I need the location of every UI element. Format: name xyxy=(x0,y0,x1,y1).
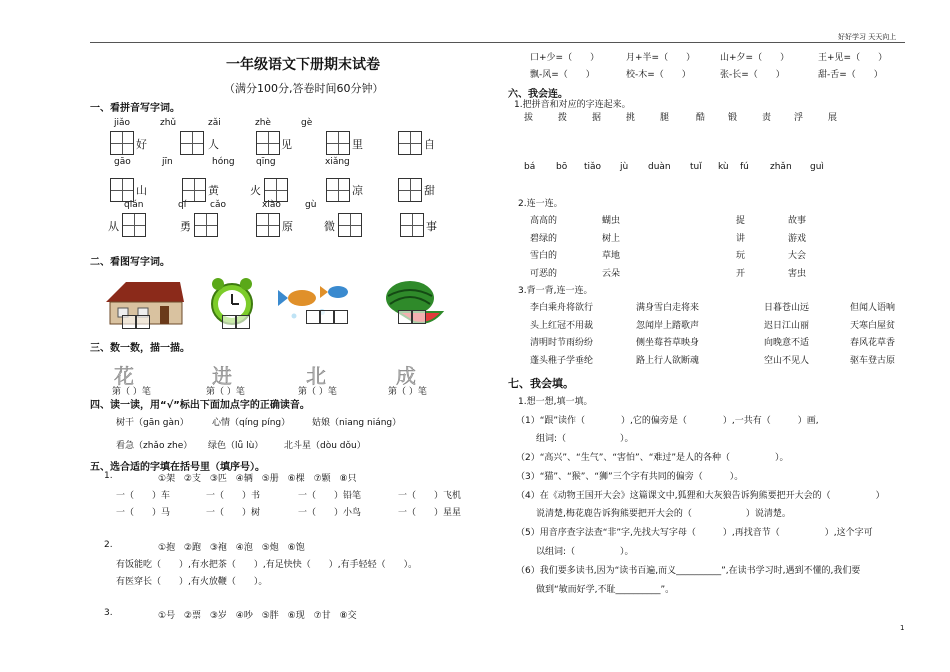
writing-box[interactable] xyxy=(326,131,350,155)
picture-write-cell[interactable] xyxy=(334,310,348,324)
fill-blank[interactable]: 一（ ）书 xyxy=(206,491,261,501)
poem-line[interactable]: 春风花草香 xyxy=(850,338,896,348)
pinyin: qīng xyxy=(256,157,276,167)
section3-heading: 三、数一数，描一描。 xyxy=(90,343,190,354)
instruction: 1.想一想,填一填。 xyxy=(518,397,593,407)
writing-box[interactable] xyxy=(122,213,146,237)
connect-char[interactable]: 拨 xyxy=(558,113,568,123)
fill-line[interactable]: 以组词:（ ）。 xyxy=(536,547,634,557)
section5-heading: 五、选合适的字填在括号里（填序号）。 xyxy=(90,462,265,473)
pinyin: gè xyxy=(301,118,313,128)
pinyin: zǎi xyxy=(208,118,221,128)
fill-line[interactable]: （6）我们要多读书,因为“读书百遍,而义__________”,在读书学习时,遇到不懂的,我们要 xyxy=(516,566,861,576)
question-number: 1. xyxy=(104,471,113,481)
connect-word[interactable]: 云朵 xyxy=(602,268,621,279)
connect-word[interactable]: 玩 xyxy=(736,251,746,261)
given-char: 凉 xyxy=(352,184,363,197)
given-char: 从 xyxy=(108,220,119,233)
trace-char: 花 xyxy=(114,364,134,388)
connect-word[interactable]: 可恶的 xyxy=(530,268,558,279)
writing-box[interactable] xyxy=(326,178,350,202)
fill-line[interactable]: 做到“敏而好学,不耻__________”。 xyxy=(536,585,675,595)
picture-write-cell[interactable] xyxy=(306,310,320,324)
pronunciation-item: 北斗星（dòu dǒu） xyxy=(284,441,366,451)
connect-word[interactable]: 雪白的 xyxy=(530,251,558,261)
poem-line[interactable]: 李白乘舟将欲行 xyxy=(530,303,594,313)
option-list: ①架 ②支 ③匹 ④辆 ⑤册 ⑥棵 ⑦颗 ⑧只 xyxy=(158,474,357,484)
section7-heading: 七、我会填。 xyxy=(508,377,574,390)
character-math[interactable]: 张-长=（ ） xyxy=(720,70,785,80)
connect-char[interactable]: 拔 xyxy=(524,113,534,123)
connect-pinyin[interactable]: zhǎn xyxy=(770,162,792,172)
connect-pinyin[interactable]: guì xyxy=(810,162,824,172)
page-number: 1 xyxy=(900,624,905,632)
poem-line[interactable]: 向晚意不适 xyxy=(764,338,810,348)
fill-blank[interactable]: 一（ ）车 xyxy=(116,491,171,501)
picture-write-cell[interactable] xyxy=(222,315,236,329)
poem-line[interactable]: 头上红冠不用裁 xyxy=(530,320,594,331)
picture-write-cell[interactable] xyxy=(122,315,136,329)
given-char: 黄 xyxy=(208,184,219,197)
connect-char[interactable]: 责 xyxy=(762,113,772,123)
header-rule xyxy=(90,42,905,43)
writing-box[interactable] xyxy=(264,178,288,202)
header-motto: 好好学习 天天向上 xyxy=(838,33,897,41)
page-title: 一年级语文下册期末试卷 xyxy=(226,57,380,73)
trace-char: 北 xyxy=(306,364,326,388)
poem-line[interactable]: 日暮苍山远 xyxy=(764,303,810,313)
given-char: 火 xyxy=(250,184,261,197)
writing-box[interactable] xyxy=(338,213,362,237)
fill-line[interactable]: （2）“高兴”、“生气”、“害怕”、“难过”是人的各种（ ）。 xyxy=(516,453,789,463)
instruction: 1.把拼音和对应的字连起来。 xyxy=(514,100,631,110)
connect-pinyin[interactable]: bá xyxy=(524,162,536,172)
connect-char[interactable]: 挑 xyxy=(626,113,636,123)
picture-write-cell[interactable] xyxy=(398,310,412,324)
fill-blank-line[interactable]: 有饭能吃（ ）,有水把茶（ ）,有足快快（ ）,有手轻轻（ ）。 xyxy=(116,560,418,570)
fill-line[interactable]: （5）用音序查字法查“非”字,先找大写字母（ ）,再找音节（ ）,这个字可 xyxy=(516,528,873,538)
writing-box[interactable] xyxy=(110,131,134,155)
poem-line[interactable]: 空山不见人 xyxy=(764,355,810,366)
fill-line[interactable]: 组词:（ ）。 xyxy=(536,434,634,444)
fill-blank[interactable]: 一（ ）星星 xyxy=(398,508,462,518)
given-char: 微 xyxy=(324,220,335,233)
writing-box[interactable] xyxy=(194,213,218,237)
connect-word[interactable]: 游戏 xyxy=(788,233,807,244)
stroke-count-label: 第（ ）笔 xyxy=(112,387,151,397)
connect-pinyin[interactable]: tuǐ xyxy=(690,162,702,172)
poem-line[interactable]: 忽闻岸上踏歌声 xyxy=(636,320,700,331)
character-math[interactable]: 月+半=（ ） xyxy=(626,53,696,63)
section4-heading: 四、读一读，用“√”标出下面加点字的正确读音。 xyxy=(90,400,310,411)
connect-pinyin[interactable]: bō xyxy=(556,162,568,172)
fill-blank[interactable]: 一（ ）小鸟 xyxy=(298,508,362,518)
fill-blank-line[interactable]: 有医穿长（ ）,有火放鞭（ ）。 xyxy=(116,577,268,587)
given-char: 里 xyxy=(352,138,363,151)
fill-blank[interactable]: 一（ ）马 xyxy=(116,508,171,518)
poem-line[interactable]: 满身雪白走将来 xyxy=(636,303,700,313)
stroke-count-label: 第（ ）笔 xyxy=(298,387,337,397)
pronunciation-item: 树干（gān gàn） xyxy=(116,418,189,428)
character-math[interactable]: 校-木=（ ） xyxy=(626,70,691,80)
connect-char[interactable]: 锻 xyxy=(728,113,738,123)
connect-pinyin[interactable]: duàn xyxy=(648,162,671,172)
section6-heading: 六、我会连。 xyxy=(508,89,568,100)
connect-char[interactable]: 酷 xyxy=(696,113,706,123)
connect-word[interactable]: 树上 xyxy=(602,233,621,244)
fill-blank[interactable]: 一（ ）飞机 xyxy=(398,491,462,501)
fill-line[interactable]: 说清楚,梅花鹿告诉狗熊要把开大会的（ ）说清楚。 xyxy=(536,509,791,519)
connect-word[interactable]: 大会 xyxy=(788,251,807,261)
fill-blank[interactable]: 一（ ）树 xyxy=(206,508,261,518)
writing-box[interactable] xyxy=(400,213,424,237)
pinyin: xiào xyxy=(262,200,281,210)
section1-heading: 一、看拼音写字词。 xyxy=(90,103,180,114)
option-list: ①抱 ②跑 ③袍 ④泡 ⑤炮 ⑥饱 xyxy=(158,543,305,553)
connect-word[interactable]: 草地 xyxy=(602,251,621,261)
connect-word[interactable]: 捉 xyxy=(736,216,746,226)
pinyin: jiǎo xyxy=(114,118,131,128)
given-char: 山 xyxy=(136,184,147,197)
pronunciation-item: 心情（qíng píng） xyxy=(212,418,291,428)
pinyin: zhǔ xyxy=(160,118,177,128)
connect-word[interactable]: 蝴虫 xyxy=(602,216,621,226)
poem-line[interactable]: 蓬头稚子学垂纶 xyxy=(530,355,594,366)
picture-write-cell[interactable] xyxy=(320,310,334,324)
stroke-count-label: 第（ ）笔 xyxy=(206,387,245,397)
connect-pinyin[interactable]: kù xyxy=(718,162,729,172)
connect-word[interactable]: 讲 xyxy=(736,233,746,244)
connect-pinyin[interactable]: jù xyxy=(620,162,629,172)
pinyin: xiǎng xyxy=(325,157,350,167)
fill-line[interactable]: （1）“跟”读作（ ）,它的偏旁是（ ）,一共有（ ）画, xyxy=(516,416,819,426)
given-char: 事 xyxy=(426,220,437,233)
option-list: ①号 ②票 ③岁 ④吵 ⑤胖 ⑥现 ⑦甘 ⑧交 xyxy=(158,611,357,621)
pinyin: gù xyxy=(305,200,317,210)
fill-blank[interactable]: 一（ ）铅笔 xyxy=(298,491,362,501)
given-char: 好 xyxy=(136,138,147,151)
poem-line[interactable]: 天寒白屋贫 xyxy=(850,320,896,331)
given-char: 自 xyxy=(424,138,435,151)
section2-heading: 二、看图写字词。 xyxy=(90,257,170,268)
instruction: 2.连一连。 xyxy=(518,199,563,209)
character-math[interactable]: 飘-风=（ ） xyxy=(530,70,595,80)
stroke-count-label: 第（ ）笔 xyxy=(388,387,427,397)
connect-word[interactable]: 害虫 xyxy=(788,268,807,279)
poem-line[interactable]: 但闻人语响 xyxy=(850,303,896,313)
writing-box[interactable] xyxy=(398,178,422,202)
pinyin: qí xyxy=(178,200,187,210)
given-char: 人 xyxy=(208,138,219,151)
page-subtitle: （满分100分,答卷时间60分钟） xyxy=(224,82,384,95)
connect-word[interactable]: 碧绿的 xyxy=(530,233,558,244)
pinyin: qián xyxy=(124,200,144,210)
pinyin: jīn xyxy=(162,157,173,167)
writing-box[interactable] xyxy=(110,178,134,202)
given-char: 见 xyxy=(281,138,292,151)
picture-write-cell[interactable] xyxy=(412,310,426,324)
character-math[interactable]: 王+见=（ ） xyxy=(818,53,888,63)
connect-char[interactable]: 据 xyxy=(592,113,602,123)
trace-char: 进 xyxy=(212,364,232,388)
connect-pinyin[interactable]: fú xyxy=(740,162,749,172)
connect-char[interactable]: 展 xyxy=(828,113,838,123)
character-math[interactable]: 口+少=（ ） xyxy=(530,53,600,63)
connect-word[interactable]: 开 xyxy=(736,268,746,279)
given-char: 原 xyxy=(282,220,293,233)
writing-box[interactable] xyxy=(182,178,206,202)
writing-box[interactable] xyxy=(180,131,204,155)
pinyin: zhè xyxy=(255,118,271,128)
pronunciation-item: 看急（zhǎo zhe） xyxy=(116,441,193,451)
question-number: 2. xyxy=(104,540,113,550)
fill-line[interactable]: （4）在《动物王国开大会》这篇课文中,狐狸和大灰狼告诉狗熊要把开大会的（ ） xyxy=(516,491,885,501)
pronunciation-item: 绿色（lǚ lù） xyxy=(208,441,264,451)
fill-line[interactable]: （3）“猫”、“猴”、“狮”三个字有共同的偏旁（ ）。 xyxy=(516,472,744,482)
poem-line[interactable]: 路上行人欲断魂 xyxy=(636,355,700,366)
connect-char[interactable]: 浮 xyxy=(794,113,804,123)
poem-line[interactable]: 清明时节雨纷纷 xyxy=(530,338,594,348)
poem-line[interactable]: 迟日江山丽 xyxy=(764,320,810,331)
trace-char: 成 xyxy=(396,364,416,388)
given-char: 甜 xyxy=(424,184,435,197)
pinyin: gāo xyxy=(114,157,131,167)
picture-write-cell[interactable] xyxy=(136,315,150,329)
connect-pinyin[interactable]: tiǎo xyxy=(584,162,602,172)
connect-char[interactable]: 腿 xyxy=(660,113,670,123)
pinyin: hóng xyxy=(212,157,235,167)
poem-line[interactable]: 侧坐莓苔草映身 xyxy=(636,338,700,348)
given-char: 勇 xyxy=(180,220,191,233)
picture-write-cell[interactable] xyxy=(236,315,250,329)
pinyin: cǎo xyxy=(210,200,226,210)
question-number: 3. xyxy=(104,608,113,618)
character-math[interactable]: 甜-舌=（ ） xyxy=(818,70,883,80)
character-math[interactable]: 山+夕=（ ） xyxy=(720,53,790,63)
writing-box[interactable] xyxy=(398,131,422,155)
instruction: 3.背一背,连一连。 xyxy=(518,286,593,296)
writing-box[interactable] xyxy=(256,131,280,155)
connect-word[interactable]: 高高的 xyxy=(530,216,558,226)
writing-box[interactable] xyxy=(256,213,280,237)
poem-line[interactable]: 驱车登古原 xyxy=(850,355,896,366)
pronunciation-item: 姑娘（niang niáng） xyxy=(312,418,402,428)
connect-word[interactable]: 故事 xyxy=(788,216,807,226)
